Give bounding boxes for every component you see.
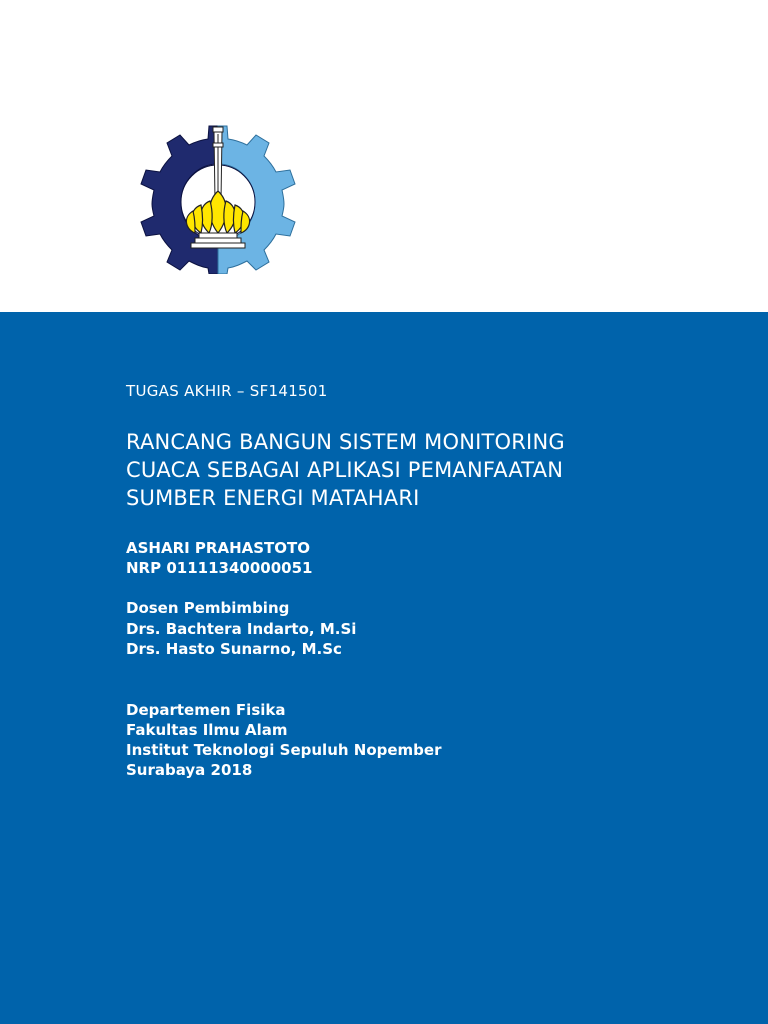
supervisor-name: Drs. Bachtera Indarto, M.Si	[126, 619, 357, 638]
supervisor-heading: Dosen Pembimbing	[126, 599, 290, 617]
thesis-title	[126, 428, 746, 512]
its-gear-lotus-logo-icon	[137, 121, 300, 274]
author-nrp: NRP 01111340000051	[126, 559, 313, 577]
cover-content	[126, 380, 746, 780]
author-name: ASHARI PRAHASTOTO	[126, 539, 311, 557]
author-block	[126, 538, 746, 578]
cover-header	[0, 0, 768, 312]
institution: Institut Teknologi Sepuluh Nopember	[126, 740, 442, 759]
supervisor-block	[126, 598, 746, 660]
title-line: RANCANG BANGUN SISTEM MONITORING	[126, 430, 565, 454]
title-line: SUMBER ENERGI MATAHARI	[126, 486, 420, 510]
supervisor-name: Drs. Hasto Sunarno, M.Sc	[126, 640, 342, 658]
institution-block	[126, 700, 746, 780]
department: Departemen Fisika	[126, 700, 286, 719]
place-year: Surabaya 2018	[126, 760, 253, 779]
title-line: CUACA SEBAGAI APLIKASI PEMANFAATAN	[126, 458, 564, 482]
thesis-label: TUGAS AKHIR – SF141501	[126, 382, 328, 400]
faculty: Fakultas Ilmu Alam	[126, 720, 288, 739]
